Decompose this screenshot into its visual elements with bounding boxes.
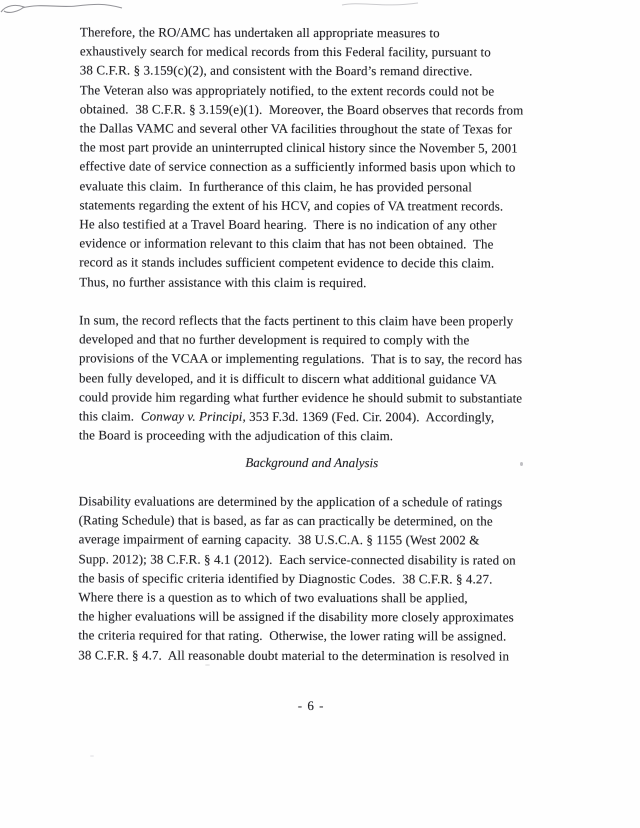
citation-pre-text: this claim.: [78, 408, 141, 424]
text-line: 38 C.F.R. § 4.7. All reasonable doubt material to the determination is resolved in: [78, 646, 510, 664]
text-line-with-citation: [79, 406, 559, 426]
text-line: been fully developed, and it is difficult to discern what additional guidance VA: [78, 369, 497, 387]
section-heading: Background and Analysis: [245, 454, 379, 471]
text-line: the criteria required for that rating. Otherwise, the lower rating will be assigned.: [78, 627, 507, 644]
paragraph-disability-evaluations: [78, 491, 558, 665]
text-line: obtained. 38 C.F.R. § 3.159(e)(1). Moreover, the Board observes that records from: [79, 101, 524, 118]
text-line: could provide him regarding what further evidence he should submit to substantiate: [78, 389, 523, 406]
text-line: developed and that no further development is required to comply with the: [79, 331, 470, 348]
text-line: Thus, no further assistance with this claim is required.: [79, 274, 367, 290]
text-line: evidence or information relevant to this claim that has not been obtained. The: [79, 235, 494, 252]
text-line: exhaustively search for medical records from this Federal facility, pursuant to: [79, 43, 491, 60]
text-line: the basis of specific criteria identified by Diagnostic Codes. 38 C.F.R. § 4.27.: [78, 570, 493, 587]
text-line: the most part provide an uninterrupted clinical history since the November 5, 2001: [79, 139, 518, 156]
text-line: the Board is proceeding with the adjudication of this claim.: [78, 427, 394, 444]
text-line: provisions of the VCAA or implementing regulations. That is to say, the record has: [79, 350, 523, 367]
text-line: evaluate this claim. In furtherance of this claim, he has provided personal: [79, 177, 472, 195]
text-line: record as it stands includes sufficient competent evidence to decide this claim.: [79, 254, 495, 271]
citation-post-text: 353 F.3d. 1369 (Fed. Cir. 2004). Accordingly,: [245, 408, 495, 425]
text-line: He also testified at a Travel Board hearing. There is no indication of any other: [79, 216, 497, 233]
paragraph-duty-to-assist: [79, 22, 560, 292]
text-line: statements regarding the extent of his HCV, and copies of VA treatment records.: [79, 197, 504, 214]
text-line: effective date of service connection as a sufficiently informed basis upon which to: [79, 158, 516, 175]
text-line: the Dallas VAMC and several other VA facilities throughout the state of Texas for: [79, 120, 513, 137]
text-line: (Rating Schedule) that is based, as far as can practically be determined, on the: [78, 512, 493, 529]
text-line: Supp. 2012); 38 C.F.R. § 4.1 (2012). Each service-connected disability is rated on: [78, 550, 516, 568]
text-line: Therefore, the RO/AMC has undertaken all appropriate measures to: [79, 24, 440, 41]
page-number: - 6 -: [297, 697, 325, 714]
paragraph-record-developed: [79, 310, 559, 446]
text-line: In sum, the record reflects that the facts pertinent to this claim have been properly: [79, 312, 514, 329]
text-line: 38 C.F.R. § 3.159(c)(2), and consistent with the Board’s remand directive.: [79, 62, 473, 79]
text-line: average impairment of earning capacity. 38 U.S.C.A. § 1155 (West 2002 &: [78, 531, 480, 548]
text-line: the higher evaluations will be assigned if the disability more closely approximates: [78, 608, 514, 625]
text-line: The Veteran also was appropriately notified, to the extent records could not be: [79, 81, 495, 99]
text-line: Disability evaluations are determined by the application of a schedule of ratings: [78, 493, 503, 510]
text-line: Where there is a question as to which of two evaluations shall be applied,: [78, 589, 468, 606]
case-citation: Conway v. Principi,: [140, 408, 246, 424]
